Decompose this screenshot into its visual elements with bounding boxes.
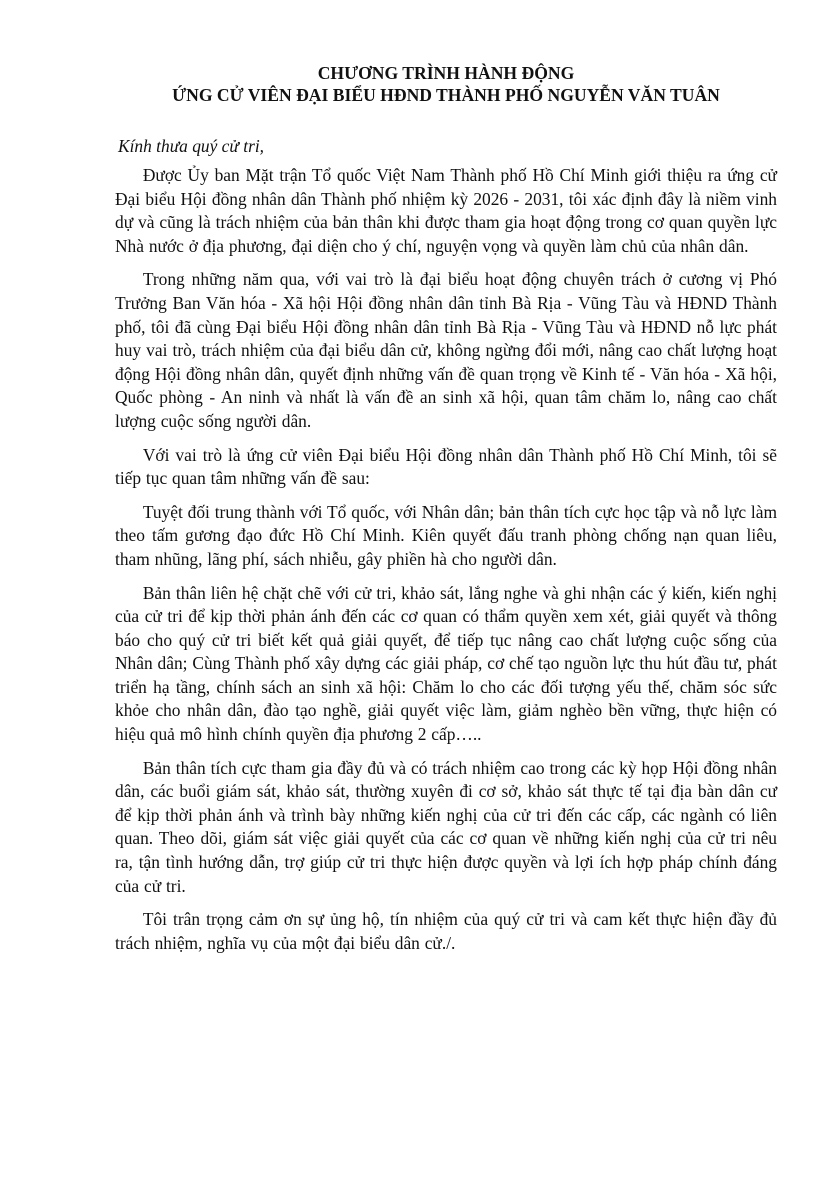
salutation: Kính thưa quý cử tri, — [118, 136, 265, 156]
paragraph-6: Bản thân tích cực tham gia đầy đủ và có trách nhiệm cao trong các kỳ họp Hội đồng nhân dân, các buổi giám sát, khảo sát, thường xuyên đi cơ sở, khảo sát thực tế tại địa bàn dân cư để kịp thời phản ánh và trình bày những kiến nghị của cử tri đến các cấp, các ngành có liên quan. Theo dõi, giám sát việc giải quyết của các cơ quan về những kiến nghị của cử tri nêu ra, tận tình hướng dẫn, trợ giúp cử tri thực hiện được quyền và lợi ích hợp pháp chính đáng của cử tri. — [115, 757, 777, 896]
document-title — [115, 62, 777, 106]
paragraph-7: Tôi trân trọng cảm ơn sự ủng hộ, tín nhiệm của quý cử tri và cam kết thực hiện đầy đủ trách nhiệm, nghĩa vụ của một đại biểu dân cử./. — [115, 909, 777, 953]
paragraph-4: Tuyệt đối trung thành với Tổ quốc, với Nhân dân; bản thân tích cực học tập và nỗ lực làm theo tấm gương đạo đức Hồ Chí Minh. Kiên quyết đấu tranh phòng chống nạn quan liêu, tham nhũng, lãng phí, sách nhiễu, gây phiền hà cho người dân. — [115, 501, 777, 569]
paragraph-1: Được Ủy ban Mặt trận Tổ quốc Việt Nam Thành phố Hồ Chí Minh giới thiệu ra ứng cử Đại biểu Hội đồng nhân dân Thành phố nhiệm kỳ 2026 - 2031, tôi xác định đây là niềm vinh dự và cũng là trách nhiệm của bản thân khi được tham gia hoạt động trong cơ quan quyền lực Nhà nước ở địa phương, đại diện cho ý chí, nguyện vọng và quyền làm chủ của nhân dân. — [115, 165, 777, 256]
paragraph-2: Trong những năm qua, với vai trò là đại biểu hoạt động chuyên trách ở cương vị Phó Trưởng Ban Văn hóa - Xã hội Hội đồng nhân dân tỉnh Bà Rịa - Vũng Tàu và HĐND Thành phố, tôi đã cùng Đại biểu Hội đồng nhân dân tỉnh Bà Rịa - Vũng Tàu và HĐND nỗ lực phát huy vai trò, trách nhiệm của đại biểu dân cử, không ngừng đổi mới, nâng cao chất lượng hoạt động Hội đồng nhân dân, quyết định những vấn đề quan trọng về Kinh tế - Văn hóa - Xã hội, Quốc phòng - An ninh và nhất là vấn đề an sinh xã hội, quan tâm chăm lo, nâng cao chất lượng cuộc sống người dân. — [115, 269, 777, 431]
paragraph-3: Với vai trò là ứng cử viên Đại biểu Hội đồng nhân dân Thành phố Hồ Chí Minh, tôi sẽ tiếp tục quan tâm những vấn đề sau: — [115, 444, 777, 489]
paragraph-5: Bản thân liên hệ chặt chẽ với cử tri, khảo sát, lắng nghe và ghi nhận các ý kiến, kiến nghị của cử tri để kịp thời phản ánh đến các cơ quan có thẩm quyền xem xét, giải quyết và thông báo cho quý cử tri biết kết quả giải quyết, để tiếp tục nâng cao chất lượng cuộc sống của Nhân dân; Cùng Thành phố xây dựng các giải pháp, cơ chế tạo nguồn lực thu hút đầu tư, phát triển hạ tầng, chính sách an sinh xã hội: Chăm lo cho các đối tượng yếu thế, chăm sóc sức khỏe cho nhân dân, đào tạo nghề, giải quyết việc làm, giảm nghèo bền vững, thực hiện có hiệu quả mô hình chính quyền địa phương 2 cấp….. — [115, 582, 777, 745]
title-line-1: CHƯƠNG TRÌNH HÀNH ĐỘNG — [317, 63, 575, 83]
title-line-2: ỨNG CỬ VIÊN ĐẠI BIỂU HĐND THÀNH PHỐ NGUYỄN VĂN TUÂN — [172, 85, 720, 105]
document-page — [115, 62, 777, 965]
